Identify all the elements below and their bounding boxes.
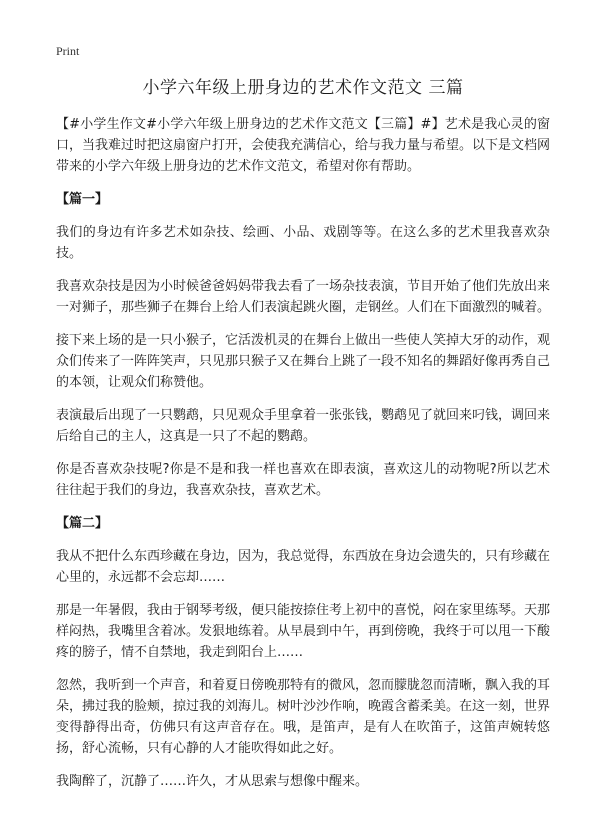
section-1-paragraph-5: 你是否喜欢杂技呢?你是不是和我一样也喜欢在即表演，喜欢这儿的动物呢?所以艺术往往起于我们的身边，我喜欢杂技，喜欢艺术。 — [56, 462, 550, 498]
section-1-paragraph-1: 我们的身边有许多艺术如杂技、绘画、小品、戏剧等等。在这么多的艺术里我喜欢杂技。 — [56, 225, 550, 261]
section-2-paragraph-3: 忽然，我听到一个声音，和着夏日傍晚那特有的微风，忽而朦胧忽而清晰，飘入我的耳朵，拂过我的脸颊，掠过我的刘海儿。树叶沙沙作响，晚霞含蓄柔美。在这一刻，世界变得静得出奇，仿佛只有这声音存在。哦，是笛声，是有人在吹笛子，这笛声婉转悠扬，舒心流畅，只有心静的人才能吹得如此之好。 — [56, 678, 551, 756]
print-link[interactable]: Print — [56, 44, 80, 58]
section-heading-1: 【篇一】 — [56, 192, 109, 207]
section-2-paragraph-4: 我陶醉了，沉静了……许久，才从思索与想像中醒来。 — [56, 774, 369, 789]
section-2-paragraph-1: 我从不把什么东西珍藏在身边，因为，我总觉得，东西放在身边会遗失的，只有珍藏在心里的，永远都不会忘却…… — [56, 549, 551, 585]
section-1-paragraph-3: 接下来上场的是一只小猴子，它活泼机灵的在舞台上做出一些使人笑掉大牙的动作，观众们传来了一阵阵笑声，只见那只猴子又在舞台上跳了一段不知名的舞蹈好像再秀自己的本领，让观众们称赞他。 — [56, 333, 551, 390]
section-2-paragraph-2: 那是一年暑假，我由于钢琴考级，便只能按捺住考上初中的喜悦，闷在家里练琴。天那样闷热，我嘴里含着冰。发狠地练着。从早晨到中午，再到傍晚，我终于可以甩一下酸疼的膀子，情不自禁地，我走到阳台上…… — [56, 603, 551, 660]
intro-paragraph: 【#小学生作文#小学六年级上册身边的艺术作文范文【三篇】#】艺术是我心灵的窗口，当我难过时把这扇窗户打开，会使我充满信心，给与我力量与希望。以下是文档网带来的小学六年级上册身边的艺术作文范文，希望对你有帮助。 — [56, 117, 551, 174]
section-1-paragraph-2: 我喜欢杂技是因为小时候爸爸妈妈带我去看了一场杂技表演，节目开始了他们先放出来一对狮子，那些狮子在舞台上给人们表演起跳火圈，走钢丝。人们在下面激烈的喊着。 — [56, 279, 551, 315]
section-1-paragraph-4: 表演最后出现了一只鹦鹉，只见观众手里拿着一张张钱，鹦鹉见了就回来叼钱，调回来后给自己的主人，这真是一只了不起的鹦鹉。 — [56, 408, 551, 444]
document-title: 小学六年级上册身边的艺术作文范文 三篇 — [142, 78, 464, 98]
section-heading-2: 【篇二】 — [56, 516, 109, 531]
